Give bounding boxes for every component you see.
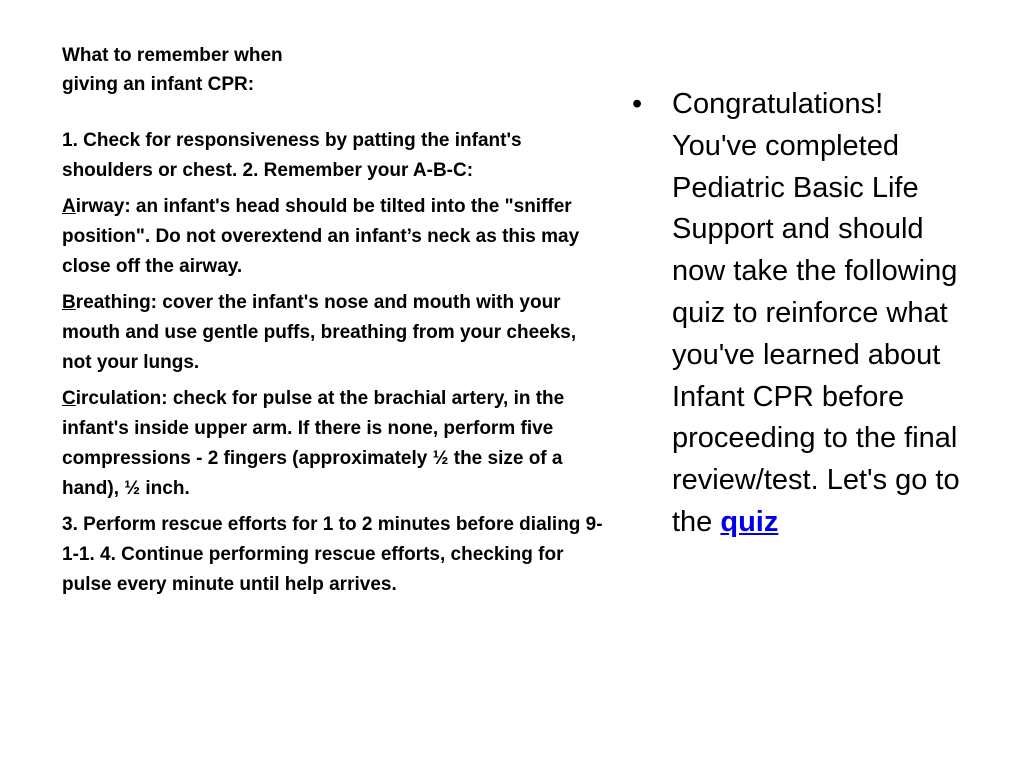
step-responsiveness: 1. Check for responsiveness by patting the infant's shoulders or chest. 2. Remember your A-B-C: xyxy=(62,130,522,181)
step-rescue-efforts: 3. Perform rescue efforts for 1 to 2 minutes before dialing 9-1-1. 4. Continue performing rescue efforts, checking for pulse every minute until help arrives. xyxy=(62,514,603,595)
title-line-2: giving an infant CPR: xyxy=(62,74,255,95)
bullet-item xyxy=(632,84,972,544)
congratulations-text: Congratulations! You've completed Pediatric Basic Life Support and should now take the following quiz to reinforce what you've learned about Infant CPR before proceeding to the final review/test. Let's go to the xyxy=(672,88,960,538)
circulation-text: irculation: check for pulse at the brachial artery, in the infant's inside upper arm. If there is none, perform five compressions - 2 fingers (approximately ½ the size of a hand), ½ inch. xyxy=(62,388,565,499)
quiz-link[interactable]: quiz xyxy=(720,505,779,538)
airway-paragraph xyxy=(62,192,607,282)
circulation-letter: C xyxy=(62,388,76,409)
congratulations-panel xyxy=(632,84,972,544)
title-line-1: What to remember when xyxy=(62,45,283,66)
airway-text: irway: an infant's head should be tilted into the "sniffer position". Do not overextend an infant’s neck as this may close off the airway. xyxy=(62,196,580,277)
breathing-text: reathing: cover the infant's nose and mouth with your mouth and use gentle puffs, breathing from your cheeks, not your lungs. xyxy=(62,292,577,373)
airway-letter: A xyxy=(62,196,76,217)
breathing-paragraph xyxy=(62,288,607,378)
cpr-instructions xyxy=(62,126,607,606)
bullet-icon: • xyxy=(632,88,643,120)
slide-title xyxy=(62,41,392,99)
breathing-letter: B xyxy=(62,292,76,313)
circulation-paragraph xyxy=(62,384,607,504)
